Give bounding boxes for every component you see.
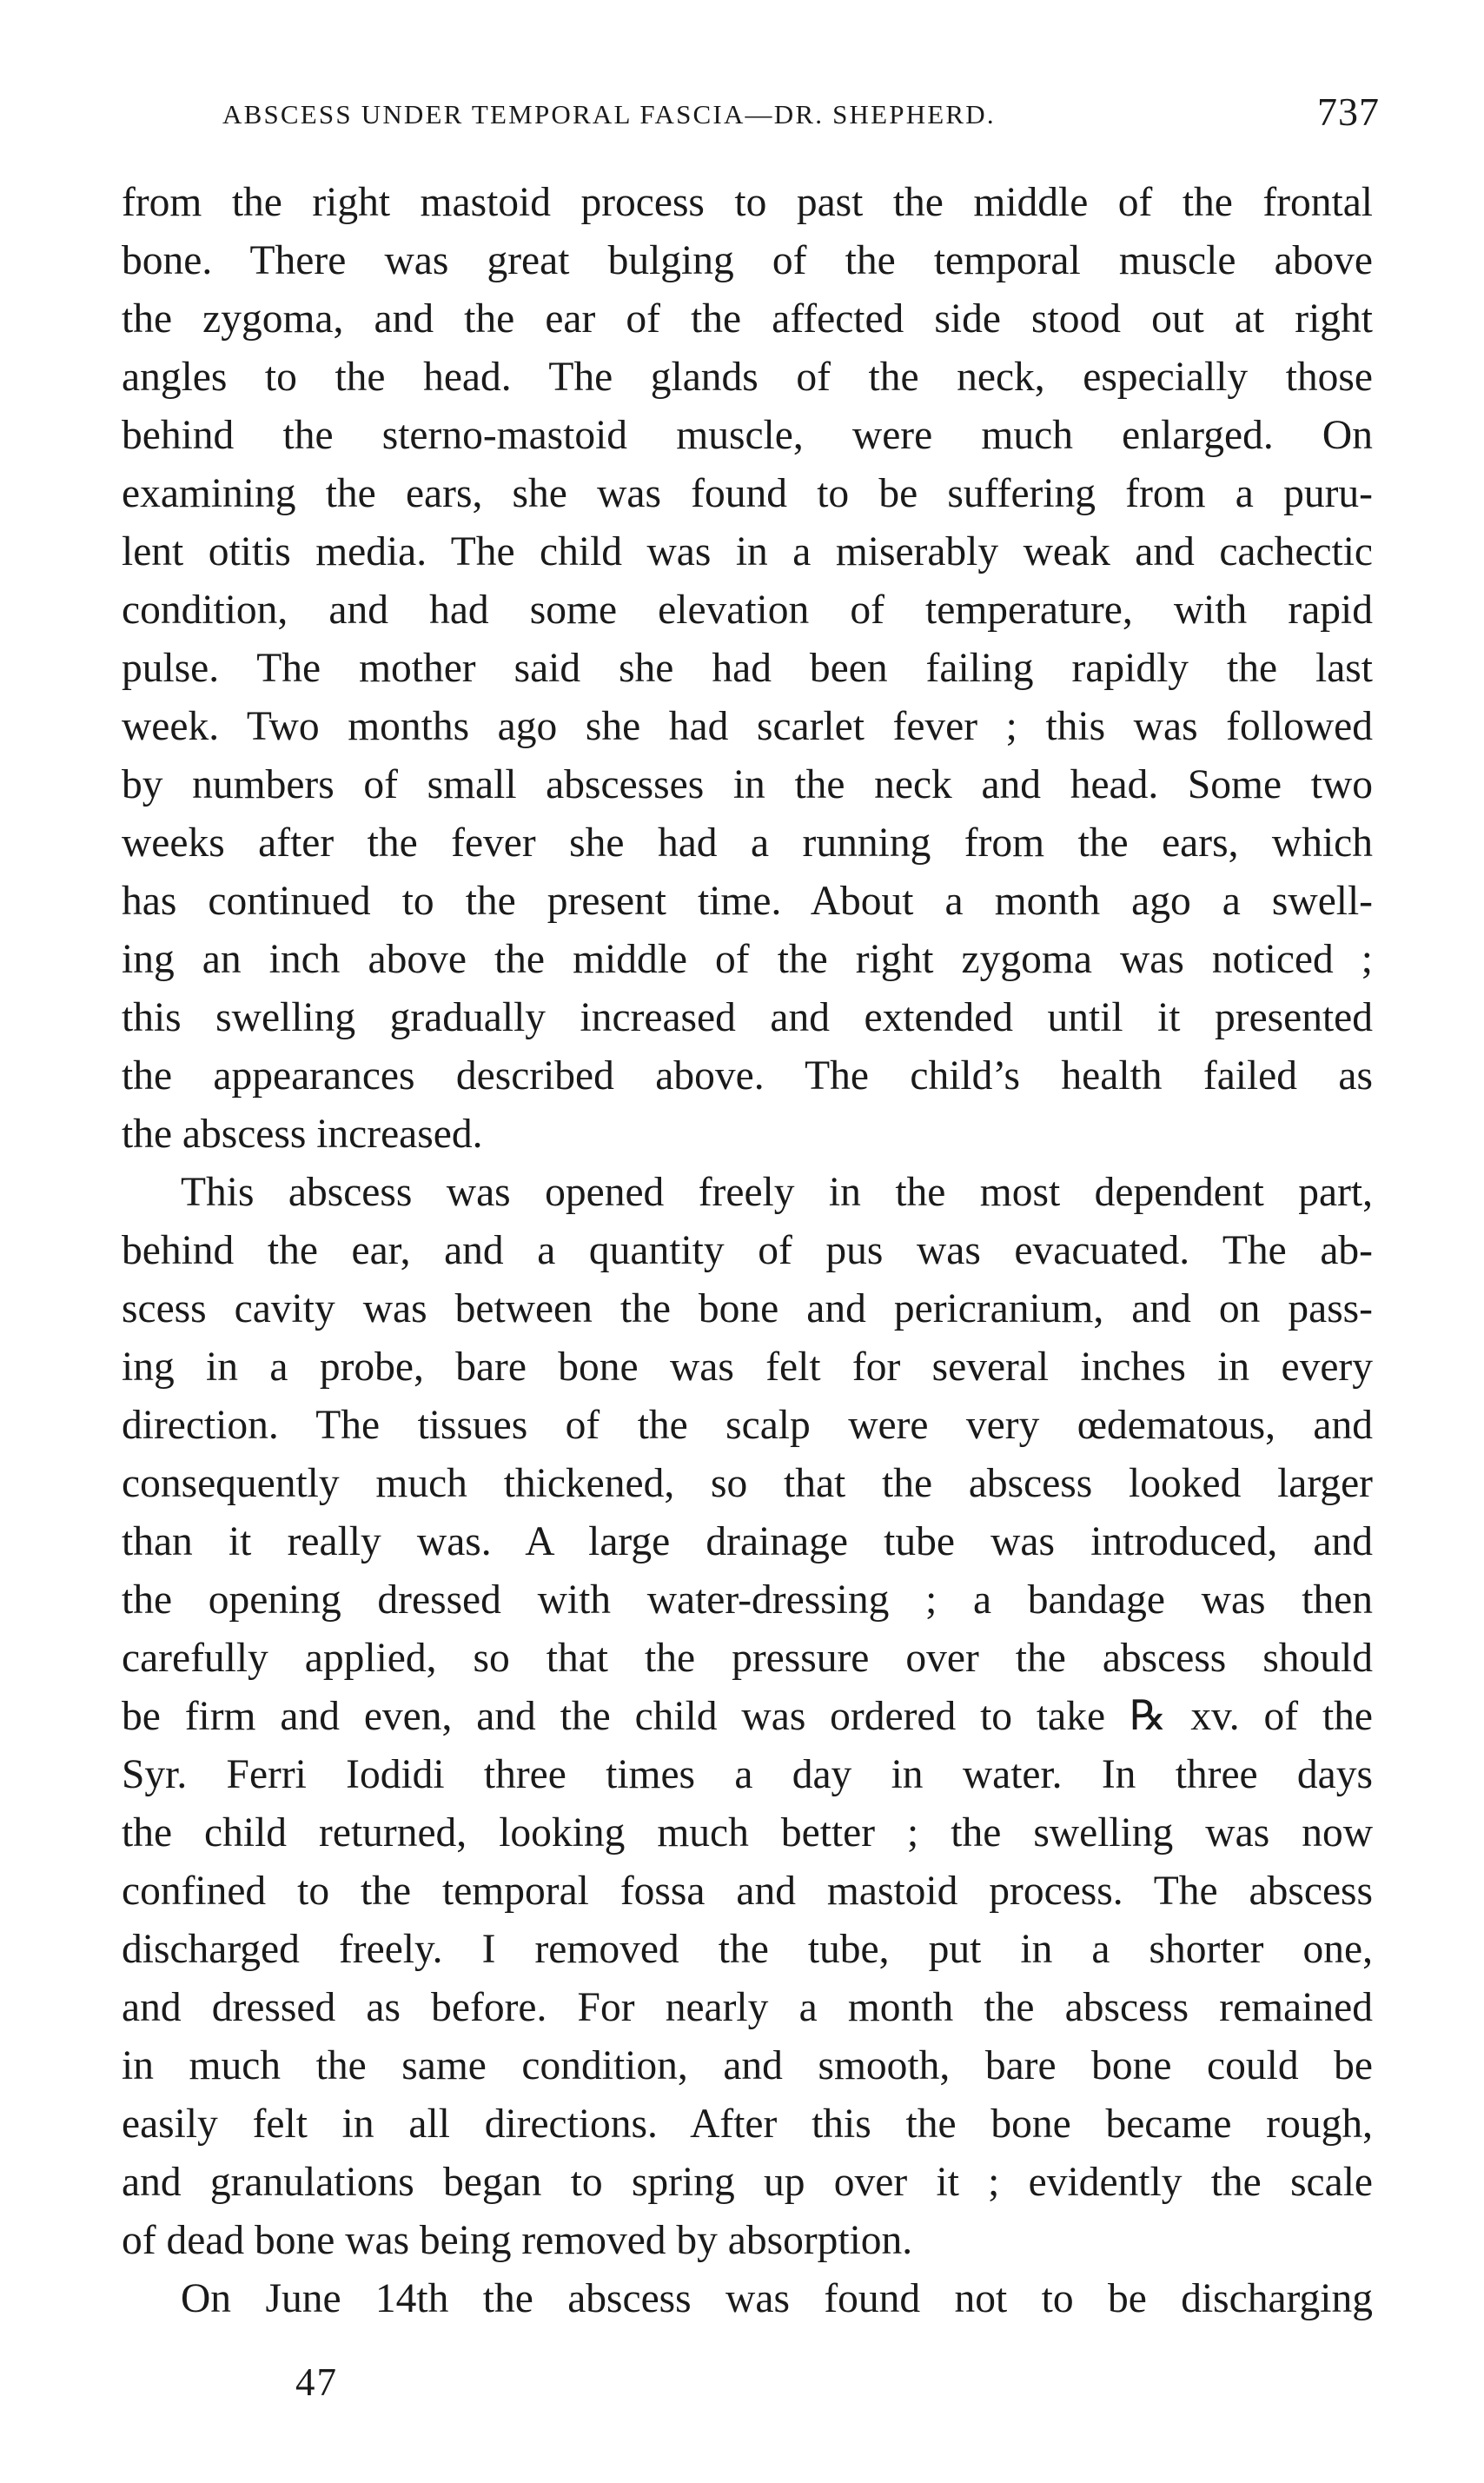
text-line: the appearances described above. The child’s health failed as [122, 1053, 1373, 1099]
text-line: the opening dressed with water-dressing ; a bandage was then [122, 1577, 1373, 1623]
text-line: week. Two months ago she had scarlet fever ; this was followed [122, 704, 1373, 749]
text-line: Syr. Ferri Iodidi three times a day in water. In three days [122, 1752, 1373, 1797]
text-line: This abscess was opened freely in the most dependent part, [181, 1170, 1373, 1215]
body-text [122, 174, 1373, 2416]
text-line: than it really was. A large drainage tube was introduced, and [122, 1519, 1373, 1564]
text-line: the zygoma, and the ear of the affected side stood out at right [122, 296, 1373, 342]
text-line: by numbers of small abscesses in the neck and head. Some two [122, 762, 1373, 807]
text-line: behind the sterno-mastoid muscle, were much enlarged. On [122, 413, 1373, 458]
text-line: and granulations began to spring up over it ; evidently the scale [122, 2160, 1373, 2205]
text-line: lent otitis media. The child was in a miserably weak and cachectic [122, 529, 1373, 574]
text-line: of dead bone was being removed by absorption. [122, 2218, 913, 2263]
text-line: bone. There was great bulging of the temporal muscle above [122, 238, 1373, 283]
text-line: behind the ear, and a quantity of pus was evacuated. The ab- [122, 1228, 1373, 1273]
text-line: confined to the temporal fossa and mastoid process. The abscess [122, 1869, 1373, 1914]
text-line: weeks after the fever she had a running from the ears, which [122, 820, 1373, 866]
text-line: condition, and had some elevation of temperature, with rapid [122, 588, 1373, 633]
text-line: in much the same condition, and smooth, bare bone could be [122, 2043, 1373, 2088]
text-line: this swelling gradually increased and extended until it presented [122, 995, 1373, 1040]
text-line: the child returned, looking much better ; the swelling was now [122, 1810, 1373, 1856]
text-line: ing in a probe, bare bone was felt for several inches in every [122, 1344, 1373, 1390]
text-line: pulse. The mother said she had been failing rapidly the last [122, 646, 1373, 691]
text-line: examining the ears, she was found to be suffering from a puru- [122, 471, 1373, 516]
text-line: On June 14th the abscess was found not to be discharging [181, 2276, 1373, 2321]
text-line: scess cavity was between the bone and pericranium, and on pass- [122, 1286, 1373, 1331]
text-line: be firm and even, and the child was ordered to take ℞ xv. of the [122, 1694, 1373, 1739]
text-line: easily felt in all directions. After this the bone became rough, [122, 2101, 1373, 2147]
text-line: and dressed as before. For nearly a month the abscess remained [122, 1985, 1373, 2030]
text-line: the abscess increased. [122, 1112, 483, 1157]
text-line: ing an inch above the middle of the right zygoma was noticed ; [122, 937, 1373, 982]
running-head [120, 89, 1380, 141]
running-title: ABSCESS UNDER TEMPORAL FASCIA—DR. SHEPHERD. [222, 99, 996, 129]
text-line: consequently much thickened, so that the abscess looked larger [122, 1461, 1373, 1506]
text-line: carefully applied, so that the pressure over the abscess should [122, 1636, 1373, 1681]
page-number: 737 [1317, 90, 1380, 134]
signature-mark: 47 [295, 2360, 338, 2404]
text-line: direction. The tissues of the scalp were very œdematous, and [122, 1403, 1373, 1448]
text-line: angles to the head. The glands of the neck, especially those [122, 355, 1373, 400]
text-line: has continued to the present time. About a month ago a swell- [122, 879, 1373, 924]
text-line: from the right mastoid process to past the middle of the frontal [122, 180, 1373, 225]
text-line: discharged freely. I removed the tube, put in a shorter one, [122, 1927, 1373, 1972]
